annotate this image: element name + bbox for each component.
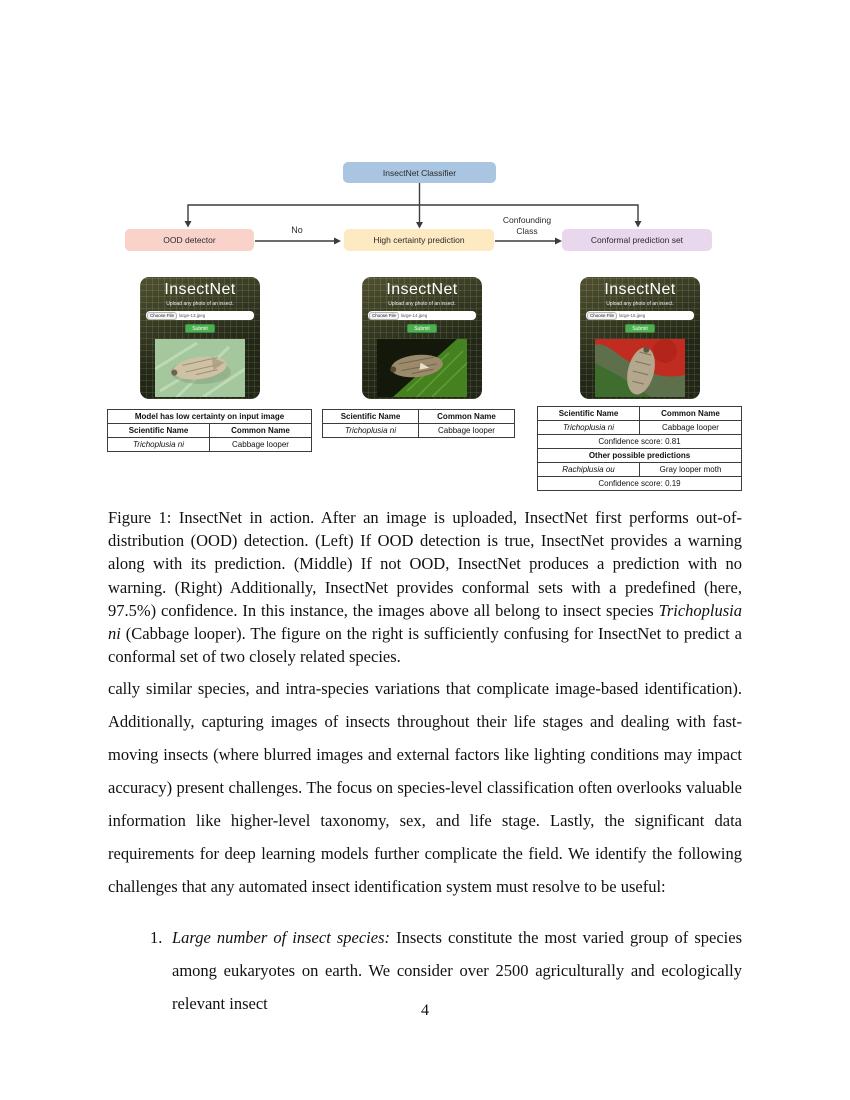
table-row: [108, 438, 312, 452]
table-row: [323, 424, 515, 438]
low-certainty-warning: Model has low certainty on input image: [108, 410, 312, 424]
col-header-scientific: Scientific Name: [323, 410, 419, 424]
flowchart-node-classifier: InsectNet Classifier: [343, 162, 496, 183]
confidence-score: Confidence score: 0.19: [538, 477, 742, 491]
upload-instruction: Upload any photo of an insect.: [166, 301, 234, 307]
scientific-name: Trichoplusia ni: [108, 438, 210, 452]
file-input: [368, 311, 476, 320]
arrowhead-ood: [185, 221, 192, 228]
insectnet-screenshot-left: [140, 277, 260, 399]
arrowhead-no: [334, 238, 341, 245]
common-name: Gray looper moth: [640, 463, 742, 477]
common-name: Cabbage looper: [419, 424, 515, 438]
scientific-name: Trichoplusia ni: [323, 424, 419, 438]
list-item-body-text: Insects constitute the most varied group of species among eukaryotes on earth. We consider over 2500 agriculturally and ecologically relevant insect: [172, 928, 743, 1013]
table-row: [108, 410, 312, 424]
table-row: [538, 435, 742, 449]
insect-photo-middle: [377, 339, 467, 397]
app-title: InsectNet: [604, 281, 676, 298]
submit-button: Submit: [407, 324, 437, 333]
flowchart-node-ood-detector: OOD detector: [125, 229, 254, 251]
choose-file-button: Choose File: [587, 312, 617, 320]
file-input: [586, 311, 694, 320]
insect-photo-right: [595, 339, 685, 397]
table-row: [538, 463, 742, 477]
upload-instruction: Upload any photo of an insect.: [606, 301, 674, 307]
edge-label-confounding-line1: Confounding: [502, 215, 552, 225]
table-row: [538, 477, 742, 491]
submit-button: Submit: [625, 324, 655, 333]
col-header-scientific: Scientific Name: [108, 424, 210, 438]
file-name-text: large-15.jpeg: [619, 313, 646, 318]
body-paragraph: cally similar species, and intra-species variations that complicate image-based identification). Additionally, capturing images of insects throughout their life stages and dealing with fast-moving insects (where blurred images and external factors like lighting conditions may impact accuracy) present challenges. The focus on species-level classification often overlooks valuable information like higher-level taxonomy, sex, and life stage. Lastly, the significant data requirements for deep learning models further complicate the field. We identify the following challenges that any automated insect identification system must resolve to be useful:: [108, 679, 742, 896]
flowchart-node-conformal-set: Conformal prediction set: [562, 229, 712, 251]
table-row: [538, 421, 742, 435]
arrowhead-confounding: [555, 238, 562, 245]
species-name-italic: Trichoplusia ni: [108, 600, 742, 644]
result-table-left: [107, 409, 312, 452]
col-header-scientific: Scientific Name: [538, 407, 640, 421]
insectnet-screenshot-middle: [362, 277, 482, 399]
col-header-common: Common Name: [210, 424, 312, 438]
file-name-text: large-13.jpeg: [179, 313, 206, 318]
caption-text: (Cabbage looper). The figure on the right is sufficiently confusing for InsectNet to predict a conformal set of two closely related species.: [108, 624, 742, 667]
table-row: [538, 407, 742, 421]
edge-label-confounding-line2: Class: [516, 226, 538, 236]
list-number: 1.: [150, 928, 163, 947]
caption-text: InsectNet in action. After an image is uploaded, InsectNet first performs out-of-distribution (OOD) detection. (Left) If OOD detection is true, InsectNet provides a warning along with its prediction. (Middle) If not OOD, InsectNet produces a prediction with no warning. (Right) Additionally, InsectNet provides conformal sets with a predefined (here, 97.5%) confidence. In this instance, the images above all belong to insect species: [108, 508, 742, 620]
page-number: 4: [421, 1002, 429, 1019]
app-title: InsectNet: [386, 281, 458, 298]
figure-label: Figure 1:: [108, 508, 172, 527]
table-row: [538, 449, 742, 463]
arrowhead-conformal-top: [635, 221, 642, 228]
result-table-right: [537, 406, 742, 491]
arrowhead-high: [416, 222, 423, 229]
figure-caption: [108, 506, 742, 668]
other-predictions-header: Other possible predictions: [538, 449, 742, 463]
upload-instruction: Upload any photo of an insect.: [388, 301, 456, 307]
confidence-score: Confidence score: 0.81: [538, 435, 742, 449]
flower-shade: [653, 339, 677, 363]
list-item-lead-italic: Large number of insect species:: [172, 928, 391, 947]
choose-file-button: Choose File: [147, 312, 177, 320]
file-input: [146, 311, 254, 320]
common-name: Cabbage looper: [210, 438, 312, 452]
edge-label-no: No: [291, 225, 303, 235]
flowchart-node-high-certainty: High certainty prediction: [344, 229, 494, 251]
result-table-middle: [322, 409, 515, 438]
file-name-text: large-14.jpeg: [401, 313, 428, 318]
choose-file-button: Choose File: [369, 312, 399, 320]
submit-button: Submit: [185, 324, 215, 333]
scientific-name: Trichoplusia ni: [538, 421, 640, 435]
col-header-common: Common Name: [640, 407, 742, 421]
edge-branch-line: [188, 205, 638, 222]
app-title: InsectNet: [164, 281, 236, 298]
scientific-name: Rachiplusia ou: [538, 463, 640, 477]
common-name: Cabbage looper: [640, 421, 742, 435]
insectnet-screenshot-right: [580, 277, 700, 399]
table-row: [323, 410, 515, 424]
col-header-common: Common Name: [419, 410, 515, 424]
insect-photo-left: [155, 339, 245, 397]
edge-label-confounding-class: [495, 215, 559, 237]
table-row: [108, 424, 312, 438]
